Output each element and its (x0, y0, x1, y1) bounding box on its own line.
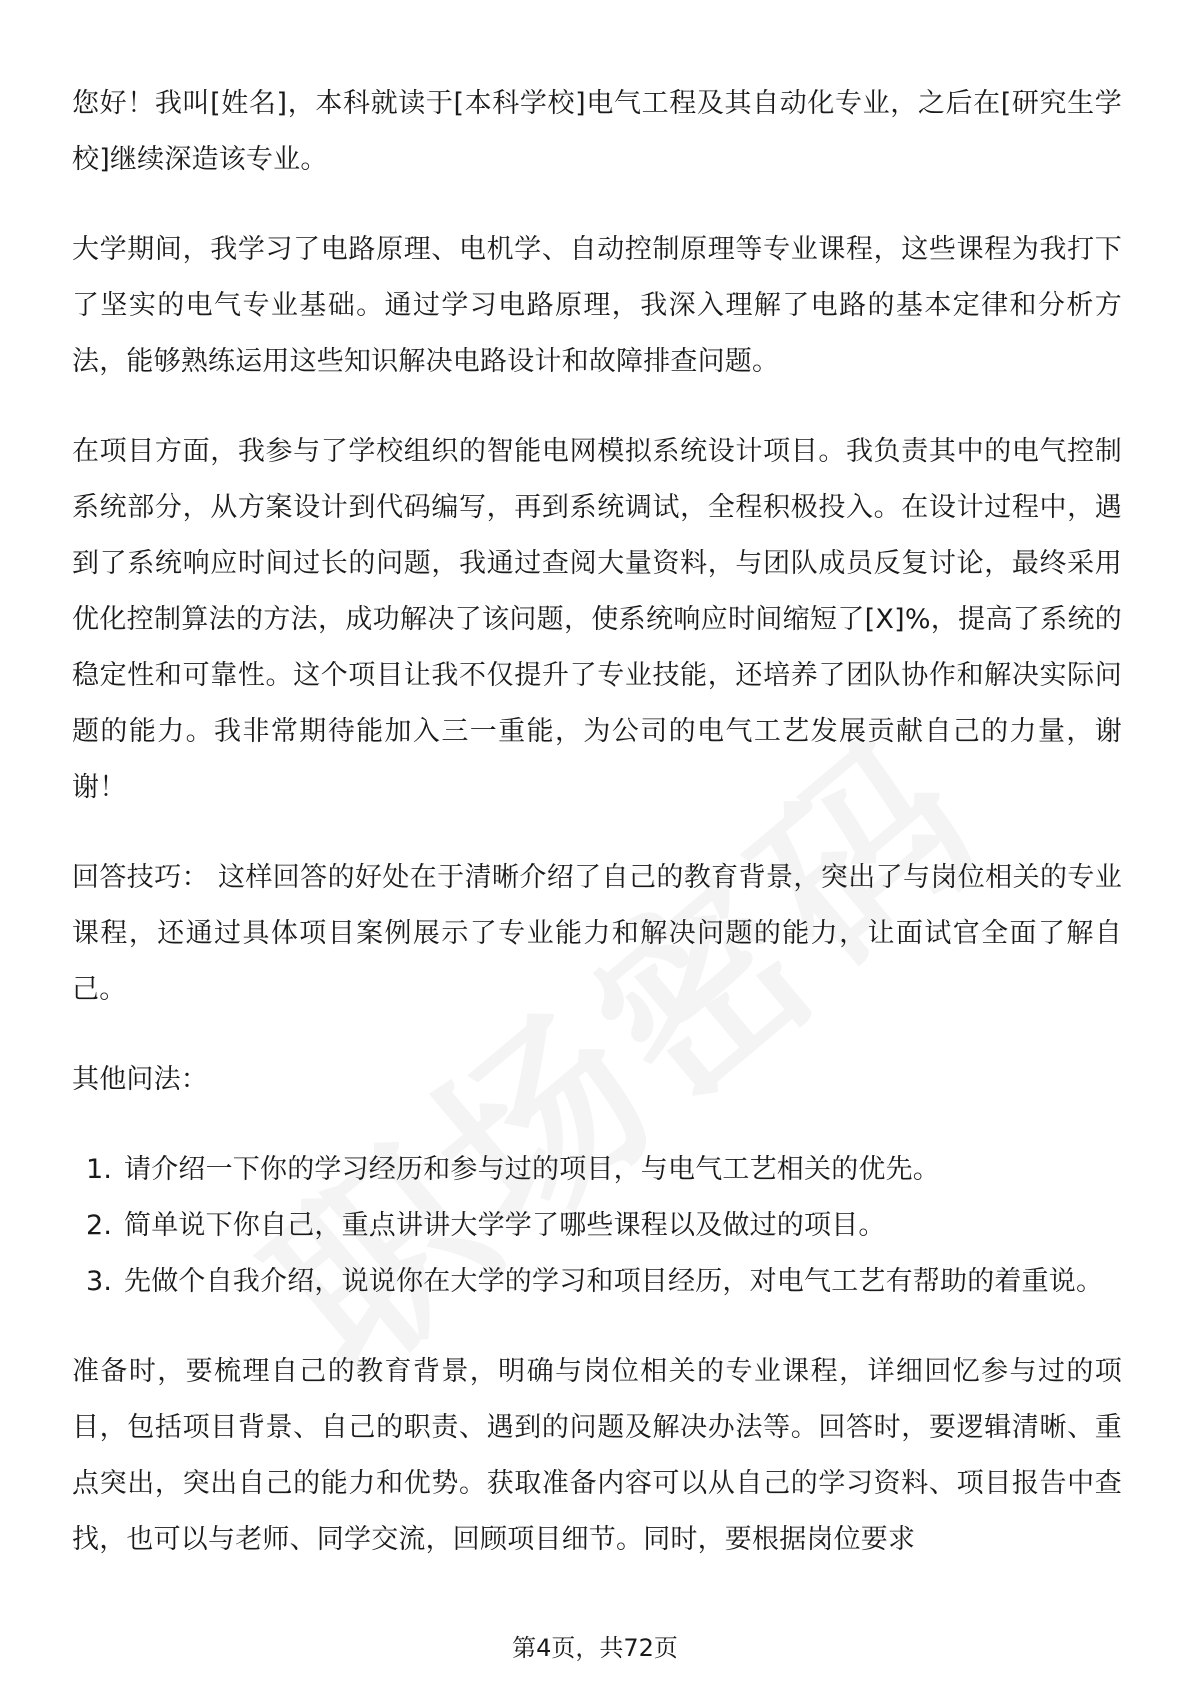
other-questions-list (72, 1142, 1122, 1310)
page-content (72, 76, 1122, 1568)
list-item-text: 先做个自我介绍，说说你在大学的学习和项目经历，对电气工艺有帮助的着重说。 (124, 1266, 1104, 1297)
list-item (72, 1142, 1122, 1198)
preparation-paragraph: 准备时，要梳理自己的教育背景，明确与岗位相关的专业课程，详细回忆参与过的项目，包括项目背景、自己的职责、遇到的问题及解决办法等。回答时，要逻辑清晰、重点突出，突出自己的能力和优势。获取准备内容可以从自己的学习资料、项目报告中查找，也可以与老师、同学交流，回顾项目细节。同时，要根据岗位要求 (72, 1356, 1122, 1555)
list-item-text: 简单说下你自己，重点讲讲大学学了哪些课程以及做过的项目。 (124, 1210, 886, 1241)
list-item (72, 1254, 1122, 1310)
list-item-number: 3. (86, 1266, 113, 1297)
study-paragraph: 大学期间，我学习了电路原理、电机学、自动控制原理等专业课程，这些课程为我打下了坚实的电气专业基础。通过学习电路原理，我深入理解了电路的基本定律和分析方法，能够熟练运用这些知识解决电路设计和故障排查问题。 (72, 234, 1122, 377)
list-item (72, 1198, 1122, 1254)
list-item-number: 2. (86, 1210, 113, 1241)
list-item-number: 1. (86, 1154, 113, 1185)
page-number-label: 第4页，共72页 (512, 1634, 678, 1662)
tips-paragraph: 回答技巧： 这样回答的好处在于清晰介绍了自己的教育背景，突出了与岗位相关的专业课程，还通过具体项目案例展示了专业能力和解决问题的能力，让面试官全面了解自己。 (72, 862, 1122, 1005)
intro-paragraph: 您好！我叫[姓名]，本科就读于[本科学校]电气工程及其自动化专业，之后在[研究生学校]继续深造该专业。 (72, 88, 1122, 175)
project-paragraph: 在项目方面，我参与了学校组织的智能电网模拟系统设计项目。我负责其中的电气控制系统部分，从方案设计到代码编写，再到系统调试，全程积极投入。在设计过程中，遇到了系统响应时间过长的问题，我通过查阅大量资料，与团队成员反复讨论，最终采用优化控制算法的方法，成功解决了该问题，使系统响应时间缩短了[X]%，提高了系统的稳定性和可靠性。这个项目让我不仅提升了专业技能，还培养了团队协作和解决实际问题的能力。我非常期待能加入三一重能，为公司的电气工艺发展贡献自己的力量，谢谢！ (72, 436, 1122, 803)
page-footer (0, 1632, 1190, 1664)
list-item-text: 请介绍一下你的学习经历和参与过的项目，与电气工艺相关的优先。 (124, 1154, 940, 1185)
other-questions-heading: 其他问法： (72, 1064, 208, 1095)
